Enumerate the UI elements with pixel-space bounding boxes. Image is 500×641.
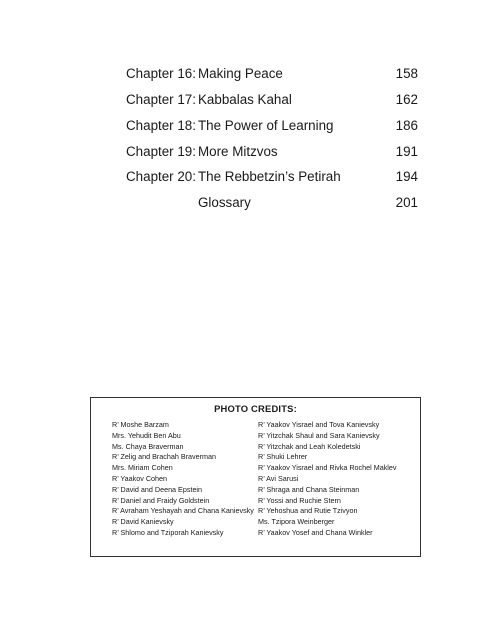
credit-item: Ms. Chaya Braverman — [112, 441, 184, 451]
credit-item: R’ Zelig and Brachah Braverman — [112, 452, 217, 462]
toc-row-glossary — [0, 193, 500, 213]
credit-item: R’ Yitzchak Shaul and Sara Kanievsky — [258, 430, 380, 440]
toc-chapter-number: Chapter 20: — [126, 169, 196, 184]
credit-item: R’ Shuki Lehrer — [258, 452, 308, 462]
credit-item: R’ Yossi and Ruchie Stern — [258, 495, 341, 505]
credit-item: R’ Shraga and Chana Steinman — [258, 484, 360, 494]
toc-page-number: 162 — [395, 92, 418, 107]
photo-credits-left-column — [112, 420, 262, 539]
toc-chapter-title: More Mitzvos — [198, 144, 278, 159]
toc-row — [0, 167, 500, 187]
toc-page-number: 201 — [395, 195, 418, 210]
credit-item: Mrs. Miriam Cohen — [112, 463, 173, 473]
toc-chapter-title: Making Peace — [198, 66, 283, 81]
toc-chapter-title: The Power of Learning — [198, 118, 334, 133]
toc-chapter-title: Kabbalas Kahal — [198, 92, 292, 107]
toc-chapter-number: Chapter 19: — [126, 144, 196, 159]
credit-item: R’ Yehoshua and Rutie Tzivyon — [258, 506, 358, 516]
toc-chapter-title: The Rebbetzin’s Petirah — [198, 169, 341, 184]
toc-page-number: 158 — [395, 66, 418, 81]
photo-credits-heading: PHOTO CREDITS: — [214, 403, 297, 414]
credit-item: R’ Yaakov Yosef and Chana Winkler — [258, 527, 373, 537]
toc-row — [0, 64, 500, 84]
credit-item: R’ Avi Sarusi — [258, 473, 299, 483]
credit-item: R’ Moshe Barzam — [112, 420, 169, 429]
toc-page-number: 191 — [395, 144, 418, 159]
credit-item: Mrs. Yehudit Ben Abu — [112, 430, 181, 440]
toc-row — [0, 142, 500, 162]
toc-chapter-number: Chapter 18: — [126, 118, 196, 133]
credit-item: R’ David and Deena Epstein — [112, 484, 203, 494]
toc-page-number: 194 — [395, 169, 418, 184]
credit-item: R’ Yaakov Yisrael and Tova Kanievsky — [258, 420, 380, 429]
photo-credits-right-column — [258, 420, 420, 539]
toc-glossary-title: Glossary — [198, 195, 251, 210]
toc-row — [0, 90, 500, 110]
toc-chapter-number: Chapter 17: — [126, 92, 196, 107]
credit-item: R’ Yitzchak and Leah Koledetski — [258, 441, 361, 451]
credit-item: Ms. Tzipora Weinberger — [258, 517, 335, 527]
credit-item: R’ Yaakov Yisrael and Rivka Rochel Maklev — [258, 463, 397, 473]
credit-item: R’ Daniel and Fraidy Goldstein — [112, 495, 210, 505]
credit-item: R’ Shlomo and Tziporah Kanievsky — [112, 527, 224, 537]
credit-item: R’ Avraham Yeshayah and Chana Kanievsky — [112, 506, 254, 516]
toc-row — [0, 116, 500, 136]
credit-item: R’ David Kanievsky — [112, 517, 174, 527]
toc-page-number: 186 — [395, 118, 418, 133]
credit-item: R’ Yaakov Cohen — [112, 473, 168, 483]
photo-credits-box — [90, 397, 421, 557]
toc-chapter-number: Chapter 16: — [126, 66, 196, 81]
